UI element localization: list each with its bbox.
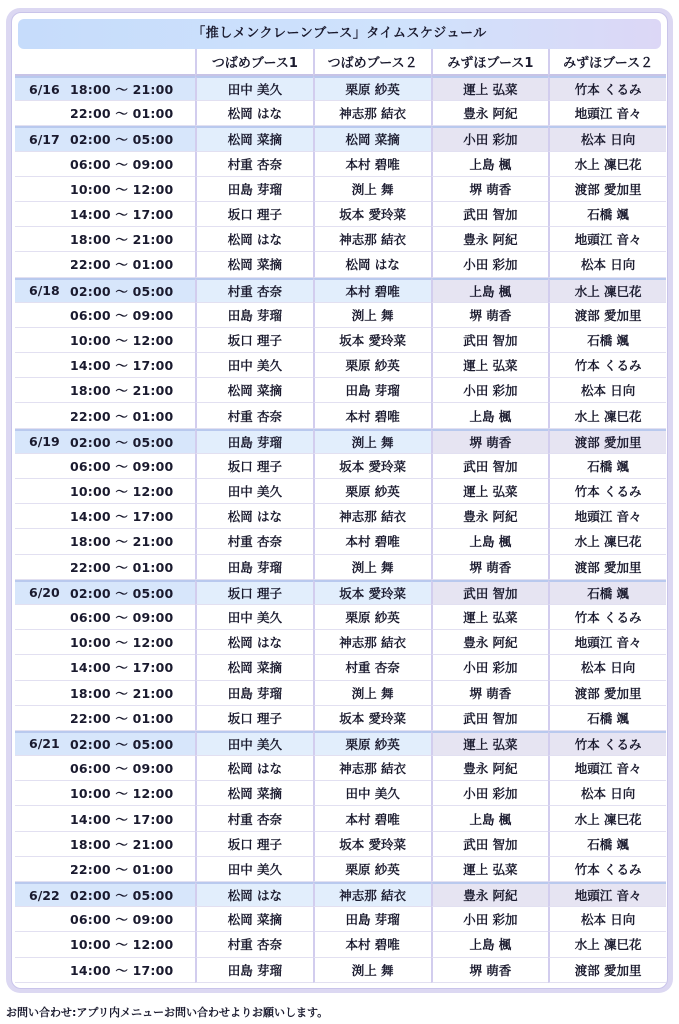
member-name-cell: 小田 彩加 — [431, 252, 549, 277]
schedule-row — [15, 806, 666, 831]
row-date — [15, 958, 62, 983]
member-name-cell: 石橋 颯 — [548, 328, 666, 353]
member-name-cell: 小田 彩加 — [431, 907, 549, 932]
schedule-row — [15, 504, 666, 529]
member-name-cell: 松本 日向 — [548, 907, 666, 932]
schedule-row — [15, 278, 666, 303]
schedule-row — [15, 252, 666, 277]
member-name-cell: 村重 杏奈 — [313, 655, 431, 680]
member-name-cell: 田島 芽瑠 — [313, 907, 431, 932]
member-name-cell: 地頭江 音々 — [548, 756, 666, 781]
row-date — [15, 152, 62, 177]
schedule-row — [15, 429, 666, 454]
row-time-slot: 06:00 ～ 09:00 — [62, 907, 195, 932]
member-name-cell: 地頭江 音々 — [548, 882, 666, 907]
member-name-cell: 田中 美久 — [195, 857, 313, 882]
schedule-row — [15, 907, 666, 932]
member-name-cell: 地頭江 音々 — [548, 504, 666, 529]
member-name-cell: 松本 日向 — [548, 252, 666, 277]
schedule-row — [15, 403, 666, 428]
member-name-cell: 堺 萌香 — [431, 681, 549, 706]
member-name-cell: 松岡 菜摘 — [195, 655, 313, 680]
schedule-panel — [11, 12, 668, 989]
row-time-slot: 06:00 ～ 09:00 — [62, 454, 195, 479]
member-name-cell: 田中 美久 — [313, 781, 431, 806]
member-name-cell: 坂口 理子 — [195, 832, 313, 857]
member-name-cell: 運上 弘菜 — [431, 731, 549, 756]
member-name-cell: 田中 美久 — [195, 76, 313, 101]
member-name-cell: 坂口 理子 — [195, 580, 313, 605]
row-time-slot: 14:00 ～ 17:00 — [62, 504, 195, 529]
row-time-slot: 10:00 ～ 12:00 — [62, 630, 195, 655]
member-name-cell: 松本 日向 — [548, 781, 666, 806]
member-name-cell: 神志那 結衣 — [313, 101, 431, 126]
member-name-cell: 松岡 はな — [195, 630, 313, 655]
member-name-cell: 堺 萌香 — [431, 429, 549, 454]
member-name-cell: 田島 芽瑠 — [195, 958, 313, 983]
row-time-slot: 22:00 ～ 01:00 — [62, 252, 195, 277]
schedule-row — [15, 126, 666, 151]
row-time-slot: 02:00 ～ 05:00 — [62, 882, 195, 907]
member-name-cell: 栗原 紗英 — [313, 479, 431, 504]
member-name-cell: 渕上 舞 — [313, 429, 431, 454]
member-name-cell: 竹本 くるみ — [548, 479, 666, 504]
member-name-cell: 松岡 はな — [195, 756, 313, 781]
member-name-cell: 松本 日向 — [548, 378, 666, 403]
member-name-cell: 小田 彩加 — [431, 378, 549, 403]
header-time — [62, 49, 195, 76]
member-name-cell: 堺 萌香 — [431, 958, 549, 983]
member-name-cell: 水上 凜巳花 — [548, 152, 666, 177]
row-time-slot: 14:00 ～ 17:00 — [62, 958, 195, 983]
schedule-row — [15, 781, 666, 806]
member-name-cell: 堺 萌香 — [431, 555, 549, 580]
member-name-cell: 渕上 舞 — [313, 177, 431, 202]
member-name-cell: 渡部 愛加里 — [548, 555, 666, 580]
schedule-row — [15, 932, 666, 957]
row-time-slot: 02:00 ～ 05:00 — [62, 429, 195, 454]
schedule-row — [15, 202, 666, 227]
member-name-cell: 武田 智加 — [431, 202, 549, 227]
member-name-cell: 田島 芽瑠 — [195, 681, 313, 706]
row-time-slot: 10:00 ～ 12:00 — [62, 177, 195, 202]
row-time-slot: 22:00 ～ 01:00 — [62, 555, 195, 580]
row-date — [15, 756, 62, 781]
row-date — [15, 303, 62, 328]
member-name-cell: 渡部 愛加里 — [548, 681, 666, 706]
header-booth-tsubame-1: つばめブース1 — [195, 49, 313, 76]
member-name-cell: 神志那 結衣 — [313, 756, 431, 781]
schedule-row — [15, 832, 666, 857]
member-name-cell: 本村 碧唯 — [313, 403, 431, 428]
member-name-cell: 村重 杏奈 — [195, 529, 313, 554]
row-date — [15, 454, 62, 479]
member-name-cell: 地頭江 音々 — [548, 101, 666, 126]
row-time-slot: 14:00 ～ 17:00 — [62, 806, 195, 831]
row-date — [15, 202, 62, 227]
row-date — [15, 907, 62, 932]
member-name-cell: 神志那 結衣 — [313, 227, 431, 252]
row-time-slot: 10:00 ～ 12:00 — [62, 328, 195, 353]
schedule-row — [15, 580, 666, 605]
row-time-slot: 22:00 ～ 01:00 — [62, 403, 195, 428]
member-name-cell: 武田 智加 — [431, 580, 549, 605]
member-name-cell: 小田 彩加 — [431, 126, 549, 151]
member-name-cell: 豊永 阿紀 — [431, 504, 549, 529]
row-date — [15, 681, 62, 706]
row-date: 6/21 — [15, 731, 62, 756]
member-name-cell: 坂本 愛玲菜 — [313, 202, 431, 227]
member-name-cell: 坂本 愛玲菜 — [313, 580, 431, 605]
member-name-cell: 田中 美久 — [195, 353, 313, 378]
member-name-cell: 渕上 舞 — [313, 958, 431, 983]
member-name-cell: 坂口 理子 — [195, 706, 313, 731]
schedule-row — [15, 555, 666, 580]
member-name-cell: 田島 芽瑠 — [313, 378, 431, 403]
member-name-cell: 神志那 結衣 — [313, 630, 431, 655]
schedule-row — [15, 303, 666, 328]
member-name-cell: 渡部 愛加里 — [548, 958, 666, 983]
row-time-slot: 18:00 ～ 21:00 — [62, 681, 195, 706]
member-name-cell: 坂本 愛玲菜 — [313, 454, 431, 479]
row-date: 6/17 — [15, 126, 62, 151]
member-name-cell: 松岡 はな — [195, 504, 313, 529]
schedule-row — [15, 227, 666, 252]
row-date — [15, 806, 62, 831]
member-name-cell: 武田 智加 — [431, 328, 549, 353]
member-name-cell: 松岡 菜摘 — [195, 907, 313, 932]
member-name-cell: 松岡 はな — [195, 882, 313, 907]
schedule-row — [15, 101, 666, 126]
member-name-cell: 松本 日向 — [548, 655, 666, 680]
member-name-cell: 坂口 理子 — [195, 328, 313, 353]
schedule-row — [15, 529, 666, 554]
row-time-slot: 18:00 ～ 21:00 — [62, 76, 195, 101]
member-name-cell: 武田 智加 — [431, 832, 549, 857]
member-name-cell: 武田 智加 — [431, 454, 549, 479]
member-name-cell: 田島 芽瑠 — [195, 177, 313, 202]
member-name-cell: 豊永 阿紀 — [431, 227, 549, 252]
row-date — [15, 655, 62, 680]
member-name-cell: 水上 凜巳花 — [548, 403, 666, 428]
member-name-cell: 神志那 結衣 — [313, 882, 431, 907]
contact-footer: お問い合わせ:アプリ内メニューお問い合わせよりお願いします。 — [6, 1006, 329, 1019]
row-time-slot: 10:00 ～ 12:00 — [62, 479, 195, 504]
row-date: 6/19 — [15, 429, 62, 454]
member-name-cell: 松岡 はな — [313, 252, 431, 277]
member-name-cell: 竹本 くるみ — [548, 605, 666, 630]
member-name-cell: 本村 碧唯 — [313, 278, 431, 303]
member-name-cell: 渕上 舞 — [313, 303, 431, 328]
member-name-cell: 村重 杏奈 — [195, 932, 313, 957]
member-name-cell: 村重 杏奈 — [195, 152, 313, 177]
member-name-cell: 小田 彩加 — [431, 781, 549, 806]
member-name-cell: 坂口 理子 — [195, 454, 313, 479]
member-name-cell: 水上 凜巳花 — [548, 529, 666, 554]
member-name-cell: 栗原 紗英 — [313, 731, 431, 756]
row-date — [15, 529, 62, 554]
member-name-cell: 渡部 愛加里 — [548, 429, 666, 454]
member-name-cell: 水上 凜巳花 — [548, 932, 666, 957]
row-date — [15, 857, 62, 882]
member-name-cell: 運上 弘菜 — [431, 76, 549, 101]
schedule-row — [15, 605, 666, 630]
row-time-slot: 06:00 ～ 09:00 — [62, 605, 195, 630]
schedule-row — [15, 479, 666, 504]
schedule-row — [15, 152, 666, 177]
member-name-cell: 堺 萌香 — [431, 177, 549, 202]
member-name-cell: 田中 美久 — [195, 731, 313, 756]
member-name-cell: 運上 弘菜 — [431, 605, 549, 630]
member-name-cell: 上島 楓 — [431, 152, 549, 177]
member-name-cell: 松岡 菜摘 — [313, 126, 431, 151]
row-date — [15, 555, 62, 580]
row-date — [15, 101, 62, 126]
member-name-cell: 松岡 はな — [195, 227, 313, 252]
member-name-cell: 豊永 阿紀 — [431, 101, 549, 126]
header-booth-mizuho-2: みずほブース２ — [548, 49, 666, 76]
row-date — [15, 706, 62, 731]
member-name-cell: 田中 美久 — [195, 479, 313, 504]
member-name-cell: 運上 弘菜 — [431, 353, 549, 378]
schedule-row — [15, 454, 666, 479]
member-name-cell: 田島 芽瑠 — [195, 429, 313, 454]
member-name-cell: 水上 凜巳花 — [548, 278, 666, 303]
schedule-row — [15, 76, 666, 101]
row-date — [15, 353, 62, 378]
row-date — [15, 605, 62, 630]
member-name-cell: 本村 碧唯 — [313, 806, 431, 831]
row-date — [15, 403, 62, 428]
schedule-row — [15, 958, 666, 983]
row-date — [15, 177, 62, 202]
member-name-cell: 本村 碧唯 — [313, 529, 431, 554]
schedule-row — [15, 756, 666, 781]
schedule-frame — [6, 8, 673, 993]
member-name-cell: 渡部 愛加里 — [548, 303, 666, 328]
member-name-cell: 松岡 菜摘 — [195, 781, 313, 806]
member-name-cell: 堺 萌香 — [431, 303, 549, 328]
schedule-row — [15, 882, 666, 907]
header-booth-mizuho-1: みずほブース1 — [431, 49, 549, 76]
member-name-cell: 豊永 阿紀 — [431, 756, 549, 781]
member-name-cell: 坂口 理子 — [195, 202, 313, 227]
member-name-cell: 本村 碧唯 — [313, 932, 431, 957]
schedule-row — [15, 353, 666, 378]
member-name-cell: 石橋 颯 — [548, 706, 666, 731]
member-name-cell: 栗原 紗英 — [313, 605, 431, 630]
member-name-cell: 渡部 愛加里 — [548, 177, 666, 202]
member-name-cell: 渕上 舞 — [313, 555, 431, 580]
row-date: 6/22 — [15, 882, 62, 907]
row-date — [15, 932, 62, 957]
schedule-row — [15, 378, 666, 403]
row-time-slot: 02:00 ～ 05:00 — [62, 278, 195, 303]
member-name-cell: 田島 芽瑠 — [195, 303, 313, 328]
schedule-row — [15, 731, 666, 756]
member-name-cell: 栗原 紗英 — [313, 857, 431, 882]
member-name-cell: 田島 芽瑠 — [195, 555, 313, 580]
member-name-cell: 松岡 はな — [195, 101, 313, 126]
row-date: 6/20 — [15, 580, 62, 605]
row-date — [15, 227, 62, 252]
row-time-slot: 02:00 ～ 05:00 — [62, 580, 195, 605]
row-time-slot: 14:00 ～ 17:00 — [62, 353, 195, 378]
member-name-cell: 水上 凜巳花 — [548, 806, 666, 831]
member-name-cell: 石橋 颯 — [548, 832, 666, 857]
row-date — [15, 252, 62, 277]
row-time-slot: 06:00 ～ 09:00 — [62, 303, 195, 328]
row-date — [15, 781, 62, 806]
member-name-cell: 松本 日向 — [548, 126, 666, 151]
member-name-cell: 村重 杏奈 — [195, 403, 313, 428]
header-date — [15, 49, 62, 76]
row-time-slot: 22:00 ～ 01:00 — [62, 101, 195, 126]
member-name-cell: 石橋 颯 — [548, 454, 666, 479]
row-time-slot: 02:00 ～ 05:00 — [62, 731, 195, 756]
member-name-cell: 地頭江 音々 — [548, 227, 666, 252]
schedule-row — [15, 655, 666, 680]
member-name-cell: 上島 楓 — [431, 932, 549, 957]
member-name-cell: 栗原 紗英 — [313, 353, 431, 378]
row-date — [15, 378, 62, 403]
member-name-cell: 小田 彩加 — [431, 655, 549, 680]
member-name-cell: 村重 杏奈 — [195, 278, 313, 303]
row-time-slot: 10:00 ～ 12:00 — [62, 781, 195, 806]
member-name-cell: 渕上 舞 — [313, 681, 431, 706]
row-date — [15, 328, 62, 353]
header-booth-tsubame-2: つばめブース２ — [313, 49, 431, 76]
member-name-cell: 坂本 愛玲菜 — [313, 832, 431, 857]
header-row — [15, 49, 666, 76]
member-name-cell: 坂本 愛玲菜 — [313, 328, 431, 353]
member-name-cell: 上島 楓 — [431, 529, 549, 554]
schedule-row — [15, 857, 666, 882]
schedule-row — [15, 681, 666, 706]
row-date — [15, 504, 62, 529]
member-name-cell: 坂本 愛玲菜 — [313, 706, 431, 731]
member-name-cell: 石橋 颯 — [548, 202, 666, 227]
row-time-slot: 18:00 ～ 21:00 — [62, 227, 195, 252]
row-date: 6/18 — [15, 278, 62, 303]
member-name-cell: 豊永 阿紀 — [431, 630, 549, 655]
row-time-slot: 22:00 ～ 01:00 — [62, 706, 195, 731]
member-name-cell: 上島 楓 — [431, 403, 549, 428]
row-time-slot: 02:00 ～ 05:00 — [62, 126, 195, 151]
member-name-cell: 竹本 くるみ — [548, 353, 666, 378]
schedule-title: 「推しメンクレーンブース」タイムスケジュール — [18, 19, 661, 49]
row-time-slot: 14:00 ～ 17:00 — [62, 202, 195, 227]
row-date — [15, 630, 62, 655]
member-name-cell: 運上 弘菜 — [431, 857, 549, 882]
member-name-cell: 竹本 くるみ — [548, 76, 666, 101]
member-name-cell: 竹本 くるみ — [548, 731, 666, 756]
member-name-cell: 神志那 結衣 — [313, 504, 431, 529]
row-time-slot: 18:00 ～ 21:00 — [62, 529, 195, 554]
member-name-cell: 竹本 くるみ — [548, 857, 666, 882]
schedule-row — [15, 328, 666, 353]
member-name-cell: 松岡 菜摘 — [195, 378, 313, 403]
member-name-cell: 上島 楓 — [431, 806, 549, 831]
member-name-cell: 武田 智加 — [431, 706, 549, 731]
schedule-table — [15, 49, 666, 983]
schedule-row — [15, 177, 666, 202]
member-name-cell: 村重 杏奈 — [195, 806, 313, 831]
member-name-cell: 地頭江 音々 — [548, 630, 666, 655]
member-name-cell: 上島 楓 — [431, 278, 549, 303]
row-time-slot: 06:00 ～ 09:00 — [62, 756, 195, 781]
row-time-slot: 10:00 ～ 12:00 — [62, 932, 195, 957]
schedule-row — [15, 630, 666, 655]
member-name-cell: 栗原 紗英 — [313, 76, 431, 101]
row-time-slot: 14:00 ～ 17:00 — [62, 655, 195, 680]
member-name-cell: 田中 美久 — [195, 605, 313, 630]
row-time-slot: 22:00 ～ 01:00 — [62, 857, 195, 882]
member-name-cell: 石橋 颯 — [548, 580, 666, 605]
member-name-cell: 松岡 菜摘 — [195, 126, 313, 151]
row-date — [15, 479, 62, 504]
schedule-row — [15, 706, 666, 731]
member-name-cell: 松岡 菜摘 — [195, 252, 313, 277]
row-date: 6/16 — [15, 76, 62, 101]
row-time-slot: 18:00 ～ 21:00 — [62, 378, 195, 403]
row-time-slot: 18:00 ～ 21:00 — [62, 832, 195, 857]
member-name-cell: 豊永 阿紀 — [431, 882, 549, 907]
row-date — [15, 832, 62, 857]
row-time-slot: 06:00 ～ 09:00 — [62, 152, 195, 177]
member-name-cell: 運上 弘菜 — [431, 479, 549, 504]
member-name-cell: 本村 碧唯 — [313, 152, 431, 177]
